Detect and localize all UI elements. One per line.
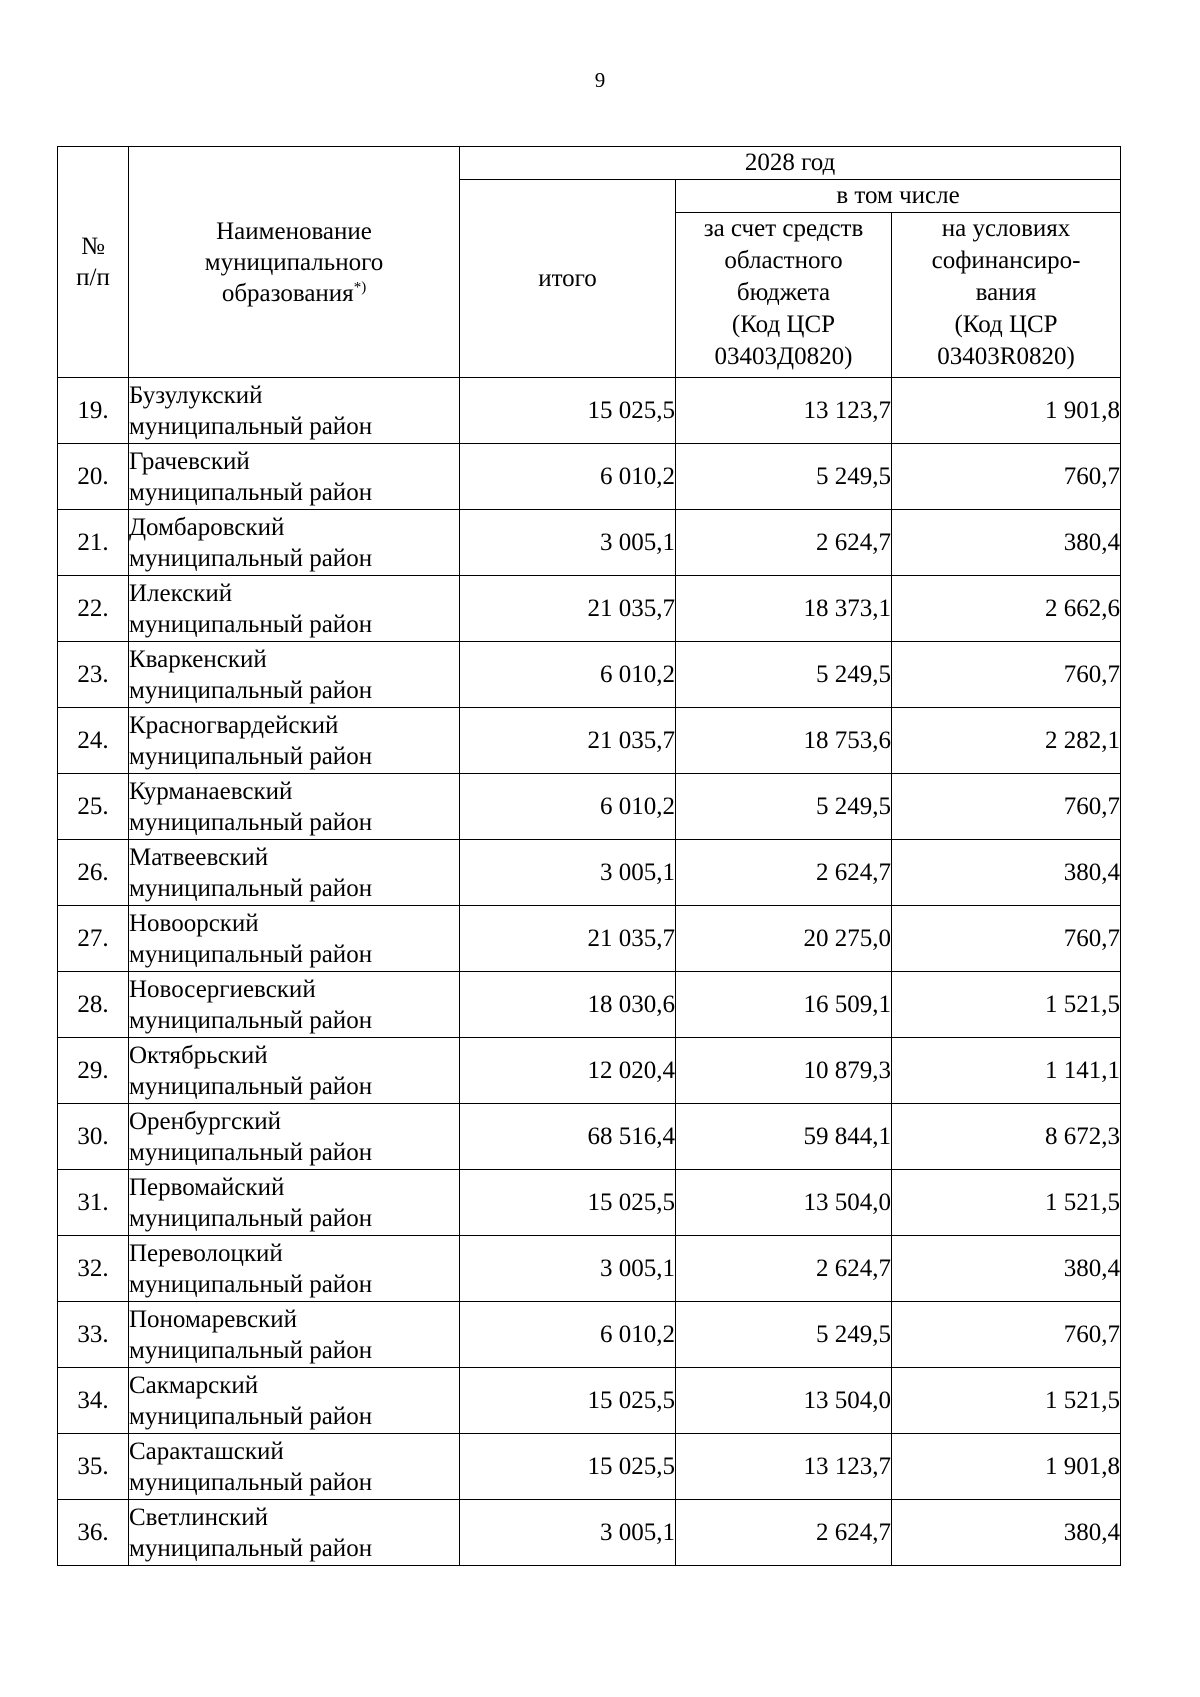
row-name-line1: Саракташский — [129, 1437, 284, 1465]
row-name — [129, 906, 460, 972]
row-name-line2: муниципальный район — [129, 1336, 373, 1364]
header-number — [58, 147, 129, 378]
row-regional: 5 249,5 — [676, 642, 892, 708]
row-cofinancing: 1 521,5 — [892, 972, 1121, 1038]
row-total: 18 030,6 — [460, 972, 676, 1038]
row-number: 20. — [58, 444, 129, 510]
table-row — [58, 840, 1121, 906]
row-number: 21. — [58, 510, 129, 576]
row-total: 3 005,1 — [460, 510, 676, 576]
row-name — [129, 1170, 460, 1236]
row-name-line2: муниципальный район — [129, 1468, 373, 1496]
header-regional-line3: бюджета — [736, 279, 831, 306]
table-row — [58, 1434, 1121, 1500]
row-cofinancing: 8 672,3 — [892, 1104, 1121, 1170]
row-name-line2: муниципальный район — [129, 874, 373, 902]
row-number: 36. — [58, 1500, 129, 1566]
row-cofinancing: 1 521,5 — [892, 1368, 1121, 1434]
row-cofinancing: 760,7 — [892, 774, 1121, 840]
row-total: 21 035,7 — [460, 906, 676, 972]
row-name-line2: муниципальный район — [129, 544, 373, 572]
row-name — [129, 1434, 460, 1500]
row-name-line2: муниципальный район — [129, 1204, 373, 1232]
row-cofinancing: 2 282,1 — [892, 708, 1121, 774]
row-regional: 5 249,5 — [676, 1302, 892, 1368]
row-regional: 18 753,6 — [676, 708, 892, 774]
row-name-line1: Матвеевский — [129, 843, 269, 871]
row-name-line2: муниципальный район — [129, 610, 373, 638]
row-name-line2: муниципальный район — [129, 808, 373, 836]
header-regional-line1: за счет средств — [703, 215, 864, 242]
row-name-line1: Курманаевский — [129, 777, 293, 805]
row-total: 6 010,2 — [460, 1302, 676, 1368]
row-number: 33. — [58, 1302, 129, 1368]
row-name — [129, 1368, 460, 1434]
row-number: 31. — [58, 1170, 129, 1236]
row-total: 68 516,4 — [460, 1104, 676, 1170]
row-name-line2: муниципальный район — [129, 1534, 373, 1562]
table-header — [58, 147, 1121, 378]
table-row — [58, 1500, 1121, 1566]
header-regional-line2: областного — [724, 247, 843, 274]
row-name-line2: муниципальный район — [129, 1072, 373, 1100]
row-total: 3 005,1 — [460, 840, 676, 906]
header-number-line1: № — [81, 233, 105, 260]
row-name-line1: Октябрьский — [129, 1041, 268, 1069]
row-name — [129, 972, 460, 1038]
table-row — [58, 378, 1121, 444]
header-including: в том числе — [676, 180, 1121, 213]
row-name — [129, 576, 460, 642]
header-regional-line5: 03403Д0820) — [714, 343, 853, 370]
row-name-line2: муниципальный район — [129, 1402, 373, 1430]
row-total: 15 025,5 — [460, 1368, 676, 1434]
row-regional: 5 249,5 — [676, 444, 892, 510]
row-name-line1: Сакмарский — [129, 1371, 259, 1399]
row-cofinancing: 1 901,8 — [892, 378, 1121, 444]
row-number: 27. — [58, 906, 129, 972]
row-regional: 13 123,7 — [676, 1434, 892, 1500]
row-number: 19. — [58, 378, 129, 444]
row-number: 22. — [58, 576, 129, 642]
row-number: 29. — [58, 1038, 129, 1104]
header-name — [129, 147, 460, 378]
header-year: 2028 год — [460, 147, 1121, 180]
row-cofinancing: 760,7 — [892, 642, 1121, 708]
row-name-line2: муниципальный район — [129, 1006, 373, 1034]
row-regional: 5 249,5 — [676, 774, 892, 840]
row-name — [129, 642, 460, 708]
header-total: итого — [460, 180, 676, 378]
row-total: 15 025,5 — [460, 378, 676, 444]
row-total: 15 025,5 — [460, 1170, 676, 1236]
row-number: 24. — [58, 708, 129, 774]
row-name-line2: муниципальный район — [129, 1138, 373, 1166]
page-number: 9 — [594, 68, 606, 92]
header-cofinancing-line4: (Код ЦСР — [954, 311, 1058, 338]
row-name-line1: Новосергиевский — [129, 975, 316, 1003]
row-name-line1: Кваркенский — [129, 645, 267, 673]
row-regional: 13 504,0 — [676, 1368, 892, 1434]
header-name-line1: Наименование — [216, 217, 372, 245]
row-total: 21 035,7 — [460, 576, 676, 642]
row-name-line1: Бузулукский — [129, 381, 263, 409]
header-regional-line4: (Код ЦСР — [731, 311, 836, 338]
row-number: 30. — [58, 1104, 129, 1170]
row-name — [129, 1236, 460, 1302]
header-cofinancing-line5: 03403R0820) — [937, 343, 1075, 370]
row-name — [129, 1038, 460, 1104]
table-row — [58, 444, 1121, 510]
row-name — [129, 378, 460, 444]
row-name — [129, 444, 460, 510]
row-name-line2: муниципальный район — [129, 1270, 373, 1298]
row-regional: 10 879,3 — [676, 1038, 892, 1104]
row-number: 23. — [58, 642, 129, 708]
row-name-line1: Илекский — [129, 579, 233, 607]
table-row — [58, 576, 1121, 642]
row-cofinancing: 1 901,8 — [892, 1434, 1121, 1500]
row-total: 12 020,4 — [460, 1038, 676, 1104]
header-name-footnote: *) — [353, 279, 367, 296]
budget-table — [57, 146, 1121, 1566]
row-name — [129, 510, 460, 576]
row-total: 6 010,2 — [460, 642, 676, 708]
row-name-line2: муниципальный район — [129, 478, 373, 506]
table-row — [58, 906, 1121, 972]
row-name-line2: муниципальный район — [129, 742, 373, 770]
row-number: 28. — [58, 972, 129, 1038]
header-cofinancing — [892, 213, 1121, 378]
row-cofinancing: 1 141,1 — [892, 1038, 1121, 1104]
row-regional: 16 509,1 — [676, 972, 892, 1038]
table-row — [58, 972, 1121, 1038]
row-regional: 2 624,7 — [676, 1236, 892, 1302]
table-body — [58, 378, 1121, 1566]
row-name-line1: Красногвардейский — [129, 711, 339, 739]
row-regional: 2 624,7 — [676, 1500, 892, 1566]
row-regional: 20 275,0 — [676, 906, 892, 972]
row-name-line1: Первомайский — [129, 1173, 285, 1201]
header-number-line2: п/п — [76, 264, 110, 291]
row-name — [129, 1302, 460, 1368]
row-total: 21 035,7 — [460, 708, 676, 774]
header-name-line2: муниципального — [204, 248, 384, 276]
row-number: 34. — [58, 1368, 129, 1434]
header-regional — [676, 213, 892, 378]
row-cofinancing: 760,7 — [892, 906, 1121, 972]
row-cofinancing: 380,4 — [892, 510, 1121, 576]
row-number: 25. — [58, 774, 129, 840]
row-name — [129, 708, 460, 774]
table-row — [58, 642, 1121, 708]
row-name-line1: Домбаровский — [129, 513, 285, 541]
table-row — [58, 1236, 1121, 1302]
row-regional: 18 373,1 — [676, 576, 892, 642]
row-regional: 13 123,7 — [676, 378, 892, 444]
row-name-line1: Пономаревский — [129, 1305, 297, 1333]
row-regional: 2 624,7 — [676, 840, 892, 906]
row-cofinancing: 2 662,6 — [892, 576, 1121, 642]
row-name — [129, 774, 460, 840]
header-name-line3: образования — [221, 279, 354, 307]
table-row — [58, 1104, 1121, 1170]
row-name-line2: муниципальный район — [129, 940, 373, 968]
row-name-line1: Светлинский — [129, 1503, 268, 1531]
row-regional: 13 504,0 — [676, 1170, 892, 1236]
header-cofinancing-line2: софинансиро- — [931, 247, 1081, 274]
row-regional: 2 624,7 — [676, 510, 892, 576]
row-total: 3 005,1 — [460, 1236, 676, 1302]
table-row — [58, 510, 1121, 576]
table-row — [58, 1038, 1121, 1104]
row-cofinancing: 380,4 — [892, 840, 1121, 906]
table-row — [58, 1170, 1121, 1236]
row-number: 35. — [58, 1434, 129, 1500]
row-name — [129, 1104, 460, 1170]
row-name-line1: Оренбургский — [129, 1107, 282, 1135]
row-name-line1: Новоорский — [129, 909, 259, 937]
row-total: 6 010,2 — [460, 444, 676, 510]
row-cofinancing: 380,4 — [892, 1500, 1121, 1566]
table-row — [58, 1368, 1121, 1434]
row-total: 6 010,2 — [460, 774, 676, 840]
row-name — [129, 1500, 460, 1566]
row-cofinancing: 1 521,5 — [892, 1170, 1121, 1236]
row-total: 15 025,5 — [460, 1434, 676, 1500]
table-row — [58, 1302, 1121, 1368]
row-name-line1: Переволоцкий — [129, 1239, 283, 1267]
row-name-line2: муниципальный район — [129, 676, 373, 704]
row-total: 3 005,1 — [460, 1500, 676, 1566]
row-number: 26. — [58, 840, 129, 906]
row-cofinancing: 760,7 — [892, 444, 1121, 510]
header-cofinancing-line3: вания — [975, 279, 1037, 306]
header-cofinancing-line1: на условиях — [941, 215, 1071, 242]
row-cofinancing: 380,4 — [892, 1236, 1121, 1302]
row-regional: 59 844,1 — [676, 1104, 892, 1170]
row-name-line1: Грачевский — [129, 447, 250, 475]
table-row — [58, 774, 1121, 840]
row-cofinancing: 760,7 — [892, 1302, 1121, 1368]
table-row — [58, 708, 1121, 774]
row-name-line2: муниципальный район — [129, 412, 373, 440]
row-number: 32. — [58, 1236, 129, 1302]
row-name — [129, 840, 460, 906]
